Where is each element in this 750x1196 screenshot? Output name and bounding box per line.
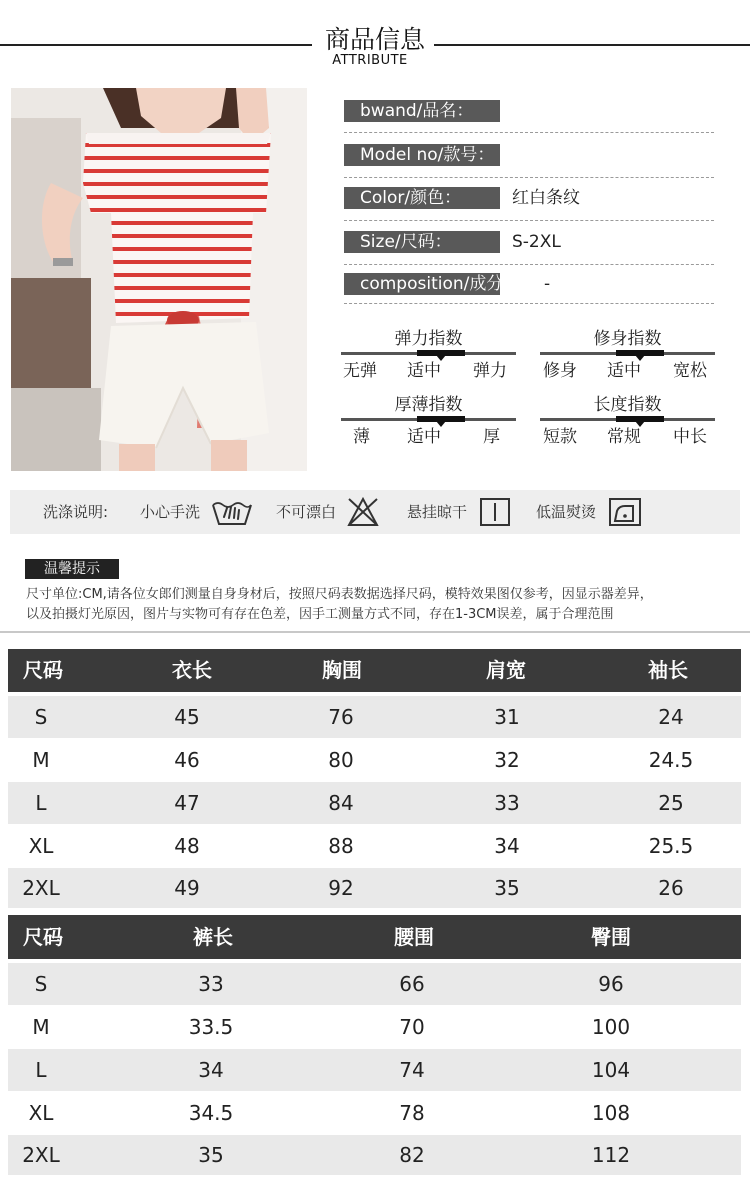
index-selected-marker [616, 350, 664, 356]
index-selected-marker [616, 416, 664, 422]
table-header-cell: 肩宽 [486, 658, 526, 682]
table-row [8, 1049, 741, 1091]
index-option: 短款 [543, 427, 577, 447]
table-cell: XL [28, 1101, 54, 1125]
table-cell: 33 [494, 791, 520, 815]
attr-label-size: Size/尺码： [344, 231, 500, 253]
table-cell: 35 [494, 876, 520, 900]
table-cell: L [35, 791, 47, 815]
section-title: 商品信息 [324, 25, 425, 54]
wash-label-low-iron: 低温熨烫 [536, 503, 597, 521]
table-cell: 35 [198, 1143, 224, 1167]
table-cell: 80 [328, 748, 354, 772]
index-option: 弹力 [473, 361, 507, 381]
table-cell: 96 [598, 972, 624, 996]
index-option: 中长 [673, 427, 707, 447]
product-photo-illustration [11, 88, 307, 471]
table-cell: 2XL [22, 876, 60, 900]
table-cell: 33.5 [188, 1015, 234, 1039]
table-header-cell: 尺码 [23, 658, 63, 682]
table-cell: 33 [198, 972, 224, 996]
table-row [8, 825, 741, 867]
index-title: 修身指数 [593, 329, 662, 349]
index-title: 弹力指数 [394, 329, 463, 349]
index-option: 宽松 [673, 361, 707, 381]
index-option-selected: 适中 [407, 427, 441, 447]
table-cell: 48 [174, 834, 200, 858]
attr-divider [344, 264, 714, 265]
top-size-table [8, 649, 741, 908]
table-cell: 25 [658, 791, 684, 815]
index-option-selected: 适中 [407, 361, 441, 381]
table-cell: S [34, 705, 48, 729]
table-row [8, 868, 741, 908]
attr-label-brand: bwand/品名： [344, 100, 500, 122]
attr-divider [344, 177, 714, 178]
table-cell: 34.5 [188, 1101, 234, 1125]
table-cell: M [32, 748, 50, 772]
table-cell: 100 [591, 1015, 631, 1039]
table-cell: 108 [591, 1101, 631, 1125]
table-header-cell: 尺码 [23, 925, 63, 949]
index-title: 长度指数 [593, 395, 662, 415]
length-index [540, 394, 715, 447]
table-cell: 24.5 [648, 748, 694, 772]
table-cell: 34 [198, 1058, 224, 1082]
table-cell: M [32, 1015, 50, 1039]
table-row [8, 1135, 741, 1175]
index-option: 无弹 [343, 361, 377, 381]
thickness-index [341, 394, 516, 447]
low-iron-icon [608, 497, 642, 527]
tips-line: 尺寸单位:CM,请各位女郎们测量自身身材后，按照尺码表数据选择尺码，模特效果图仅参考，因显示器差异， [26, 587, 653, 602]
attr-divider [344, 220, 714, 221]
index-title: 厚薄指数 [394, 395, 463, 415]
index-selected-marker [417, 416, 465, 422]
tips-heading: 温馨提示 [25, 559, 119, 579]
bottom-size-table [8, 915, 741, 1175]
table-cell: 31 [494, 705, 520, 729]
index-option: 修身 [543, 361, 577, 381]
product-photo [11, 88, 307, 471]
table-cell: 49 [174, 876, 200, 900]
slimness-index [540, 328, 715, 381]
table-cell: 25.5 [648, 834, 694, 858]
table-header [8, 649, 741, 692]
table-cell: 46 [174, 748, 200, 772]
table-cell: 74 [399, 1058, 425, 1082]
attr-label-color: Color/颜色： [344, 187, 500, 209]
table-header-cell: 衣长 [172, 658, 212, 682]
table-cell: 84 [328, 791, 354, 815]
table-cell: 88 [328, 834, 354, 858]
index-option-selected: 适中 [607, 361, 641, 381]
table-cell: 78 [399, 1101, 425, 1125]
index-option: 厚 [483, 427, 500, 447]
table-row [8, 739, 741, 781]
table-cell: 112 [591, 1143, 631, 1167]
tips-line: 以及拍摄灯光原因，图片与实物可有存在色差，因手工测量方式不同，存在1-3CM误差，属于合理范围 [26, 607, 614, 622]
table-header-cell: 袖长 [648, 658, 688, 682]
table-cell: 104 [591, 1058, 631, 1082]
table-row [8, 963, 741, 1005]
wash-label-hang-dry: 悬挂晾干 [407, 503, 468, 521]
attr-label-composition: composition/成分： [344, 273, 500, 295]
table-row [8, 1092, 741, 1134]
index-selected-marker [417, 350, 465, 356]
table-cell: 32 [494, 748, 520, 772]
table-header [8, 915, 741, 959]
table-cell: 2XL [22, 1143, 60, 1167]
washing-instructions [10, 490, 740, 534]
table-row [8, 696, 741, 738]
attr-label-model: Model no/款号： [344, 144, 500, 166]
table-cell: L [35, 1058, 47, 1082]
table-row [8, 1006, 741, 1048]
table-row [8, 782, 741, 824]
tips-divider [0, 631, 750, 633]
attr-value-size: S-2XL [512, 232, 561, 252]
index-option: 薄 [353, 427, 370, 447]
table-header-cell: 胸围 [322, 658, 362, 682]
section-subtitle: ATTRIBUTE [332, 53, 408, 68]
hand-wash-icon [210, 497, 254, 527]
table-cell: 47 [174, 791, 200, 815]
attr-divider [344, 303, 714, 304]
hang-dry-icon [479, 497, 511, 527]
table-cell: 66 [399, 972, 425, 996]
table-header-cell: 裤长 [193, 925, 233, 949]
table-header-cell: 腰围 [394, 925, 434, 949]
no-bleach-icon [347, 497, 379, 527]
attr-value-color: 红白条纹 [512, 188, 580, 208]
table-cell: 34 [494, 834, 520, 858]
wash-label-hand: 小心手洗 [140, 503, 201, 521]
table-cell: 92 [328, 876, 354, 900]
index-option-selected: 常规 [607, 427, 641, 447]
table-cell: 24 [658, 705, 684, 729]
attr-divider [344, 132, 714, 133]
table-cell: 70 [399, 1015, 425, 1039]
elasticity-index [341, 328, 516, 381]
attr-value-composition: - [544, 274, 551, 294]
table-header-cell: 臀围 [591, 925, 631, 949]
table-cell: 45 [174, 705, 200, 729]
table-cell: XL [28, 834, 54, 858]
table-cell: 26 [658, 876, 684, 900]
table-cell: 82 [399, 1143, 425, 1167]
washing-title: 洗涤说明: [43, 503, 109, 521]
table-cell: S [34, 972, 48, 996]
wash-label-no-bleach: 不可漂白 [276, 503, 337, 521]
table-cell: 76 [328, 705, 354, 729]
